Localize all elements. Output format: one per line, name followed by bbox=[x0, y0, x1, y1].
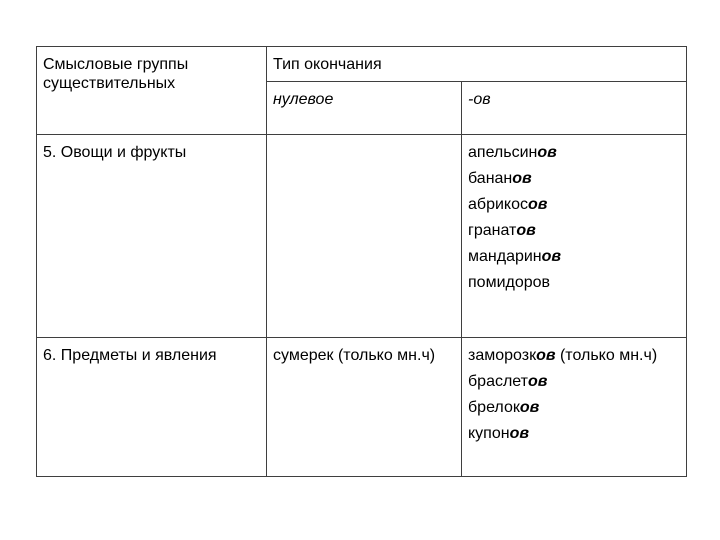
word-ending: ов bbox=[527, 196, 548, 213]
header-zero-cell bbox=[267, 82, 462, 135]
word-ending: ов bbox=[528, 373, 548, 390]
word-ending: ов bbox=[512, 170, 532, 187]
word-item bbox=[468, 372, 680, 391]
word-stem: банан bbox=[468, 170, 513, 187]
group-cell bbox=[37, 135, 267, 338]
group-label: 5. Овощи и фрукты bbox=[43, 144, 187, 161]
ov-ending-cell bbox=[462, 135, 687, 338]
word-stem: апельсин bbox=[468, 144, 538, 161]
header-zero-label: нулевое bbox=[273, 91, 334, 108]
table-row bbox=[37, 338, 687, 477]
zero-ending-cell bbox=[267, 338, 462, 477]
word-item bbox=[468, 346, 680, 365]
word-note: (только мн.ч) bbox=[555, 347, 658, 364]
word-stem: мандарин bbox=[468, 248, 542, 265]
group-label: 6. Предметы и явления bbox=[43, 347, 217, 364]
word-stem: заморозк bbox=[468, 347, 537, 364]
header-row-top bbox=[37, 47, 687, 82]
word-stem: купон bbox=[468, 425, 510, 442]
header-type-cell bbox=[267, 47, 687, 82]
word-stem: гранат bbox=[468, 222, 517, 239]
header-groups-label: Смысловые группы существительных bbox=[43, 56, 189, 92]
word-item bbox=[468, 169, 680, 188]
header-groups-cell bbox=[37, 47, 267, 135]
header-type-label: Тип окончания bbox=[273, 56, 382, 73]
word-ending: ов bbox=[516, 222, 536, 239]
word-item: сумерек (только мн.ч) bbox=[273, 347, 436, 364]
zero-ending-cell bbox=[267, 135, 462, 338]
word-ending: ов bbox=[509, 425, 530, 442]
word-item bbox=[468, 273, 680, 292]
word-item bbox=[468, 424, 680, 443]
endings-table bbox=[36, 46, 687, 477]
word-item bbox=[468, 247, 680, 266]
word-stem: помидоров bbox=[468, 274, 551, 291]
word-ending: ов bbox=[519, 399, 540, 416]
word-stem: брелок bbox=[468, 399, 520, 416]
word-item bbox=[468, 221, 680, 240]
word-ending: ов bbox=[541, 248, 562, 265]
word-ending: ов bbox=[536, 347, 556, 364]
header-ov-cell bbox=[462, 82, 687, 135]
header-ov-label: -ов bbox=[468, 91, 491, 108]
group-cell bbox=[37, 338, 267, 477]
table-row bbox=[37, 135, 687, 338]
word-item bbox=[468, 195, 680, 214]
word-item bbox=[468, 143, 680, 162]
ov-ending-cell bbox=[462, 338, 687, 477]
word-ending: ов bbox=[537, 144, 557, 161]
word-item bbox=[468, 398, 680, 417]
word-stem: браслет bbox=[468, 373, 528, 390]
word-stem: абрикос bbox=[468, 196, 528, 213]
